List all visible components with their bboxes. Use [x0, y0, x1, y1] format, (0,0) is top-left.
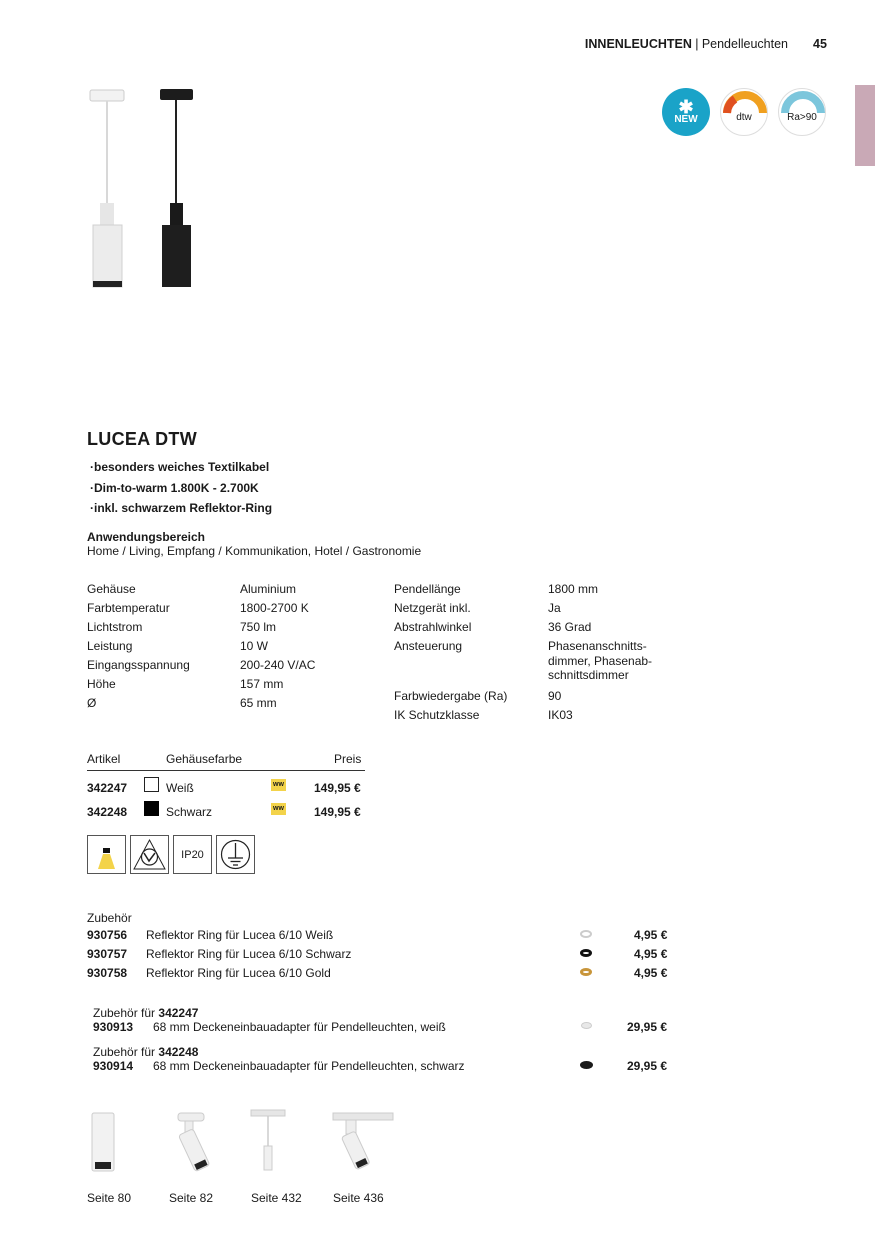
feature-item: ·besonders weiches Textilkabel: [90, 460, 270, 474]
accessory-desc: 68 mm Deckeneinbauadapter für Pendelleuchten, schwarz: [153, 1059, 465, 1073]
specs-left: [87, 580, 387, 713]
spec-row: Ø 65 mm: [87, 696, 277, 710]
header-separator: |: [695, 37, 699, 51]
page-number: 45: [813, 37, 827, 51]
article-color: Weiß: [166, 781, 194, 795]
new-badge: [662, 88, 710, 136]
spec-row: Leistung 10 W: [87, 639, 269, 653]
accessory-price: 4,95 €: [634, 928, 668, 942]
page-header: [585, 37, 788, 51]
spec-row: Ansteuerung Phasenanschnitts- dimmer, Phasenab- schnittsdimmer: [394, 639, 653, 682]
black-body: [162, 225, 191, 287]
white-ring-icon: [580, 930, 592, 938]
spec-row: Pendellänge 1800 mm: [394, 582, 599, 596]
accessory-desc: 68 mm Deckeneinbauadapter für Pendelleuchten, weiß: [153, 1020, 446, 1034]
color-swatch-black: [144, 801, 159, 816]
article-color: Schwarz: [166, 805, 213, 819]
related-link[interactable]: Seite 436: [333, 1191, 384, 1205]
related-image-3: [250, 1108, 290, 1175]
black-ring-icon: [580, 949, 592, 957]
accessory-id: 930914: [93, 1059, 134, 1073]
accessory-price: 4,95 €: [634, 947, 668, 961]
accessory-group-heading: Zubehör für 342248: [93, 1045, 199, 1059]
product-image: [80, 85, 210, 290]
new-star-icon: ✱: [678, 96, 694, 117]
new-badge-label: NEW: [674, 113, 698, 125]
ip-rating-icon: IP20: [173, 835, 212, 874]
white-body: [93, 225, 122, 287]
related-link[interactable]: Seite 432: [251, 1191, 302, 1205]
dtw-badge: [720, 88, 768, 136]
spec-row: Lichtstrom 750 lm: [87, 620, 277, 634]
color-swatch-white: [144, 777, 159, 792]
col-article: Artikel: [87, 752, 121, 766]
application-heading: Anwendungsbereich: [87, 530, 206, 544]
white-canopy: [90, 90, 124, 101]
accessory-desc: Reflektor Ring für Lucea 6/10 Schwarz: [146, 947, 352, 961]
spec-row: Höhe 157 mm: [87, 677, 284, 691]
dimmable-icon: [130, 835, 169, 874]
accessories-heading: Zubehör: [87, 911, 132, 925]
accessory-id: 930758: [87, 966, 128, 980]
black-adapter-icon: [580, 1061, 593, 1069]
col-color: Gehäusefarbe: [166, 752, 243, 766]
accessory-price: 4,95 €: [634, 966, 668, 980]
header-category: INNENLEUCHTEN: [584, 37, 692, 51]
spec-row: Farbwiedergabe (Ra) 90: [394, 689, 562, 703]
black-canopy: [160, 89, 193, 100]
accessory-desc: Reflektor Ring für Lucea 6/10 Weiß: [146, 928, 334, 942]
white-connector: [100, 203, 114, 225]
article-id: 342248: [87, 805, 128, 819]
related-image-4: [332, 1110, 397, 1175]
article-price: 149,95 €: [314, 805, 361, 819]
ra90-badge-label: Ra>90: [787, 111, 817, 123]
table-divider: [87, 770, 365, 771]
article-id: 342247: [87, 781, 128, 795]
related-image-2: [170, 1110, 215, 1175]
gold-ring-icon: [580, 968, 592, 976]
accessory-id: 930756: [87, 928, 128, 942]
spec-row: IK Schutzklasse IK03: [394, 708, 573, 722]
white-adapter-icon: [581, 1022, 592, 1029]
related-image-1: [87, 1110, 117, 1175]
col-price: Preis: [334, 752, 362, 766]
accessory-id: 930913: [93, 1020, 134, 1034]
accessory-group-heading: Zubehör für 342247: [93, 1006, 199, 1020]
spec-row: Netzgerät inkl. Ja: [394, 601, 561, 615]
spec-row: Gehäuse Aluminium: [87, 582, 297, 596]
accessory-desc: Reflektor Ring für Lucea 6/10 Gold: [146, 966, 331, 980]
product-title: LUCEA DTW: [87, 429, 198, 449]
related-link[interactable]: Seite 80: [87, 1191, 132, 1205]
warm-white-icon: ww: [271, 803, 286, 815]
warm-white-icon: ww: [271, 779, 286, 791]
protection-class-icon: [216, 835, 255, 874]
application-text: Home / Living, Empfang / Kommunikation, Hotel / Gastronomie: [87, 544, 422, 558]
article-price: 149,95 €: [314, 781, 361, 795]
accessory-price: 29,95 €: [627, 1020, 668, 1034]
spec-row: Farbtemperatur 1800-2700 K: [87, 601, 309, 615]
related-link[interactable]: Seite 82: [169, 1191, 214, 1205]
accessory-price: 29,95 €: [627, 1059, 668, 1073]
spec-row: Eingangsspannung 200-240 V/AC: [87, 658, 316, 672]
feature-item: ·inkl. schwarzem Reflektor-Ring: [90, 501, 273, 515]
white-bottom-ring: [93, 281, 122, 287]
specs-right: [394, 580, 694, 725]
dtw-badge-label: dtw: [736, 111, 752, 123]
feature-item: ·Dim-to-warm 1.800K - 2.700K: [90, 480, 259, 495]
feature-list: [90, 460, 272, 522]
spec-row: Abstrahlwinkel 36 Grad: [394, 620, 592, 634]
black-connector: [170, 203, 183, 225]
accessory-id: 930757: [87, 947, 128, 961]
section-tab: [855, 85, 875, 166]
light-beam-icon: [87, 835, 126, 874]
ra90-badge: [778, 88, 826, 136]
header-subcategory: Pendelleuchten: [701, 37, 788, 51]
